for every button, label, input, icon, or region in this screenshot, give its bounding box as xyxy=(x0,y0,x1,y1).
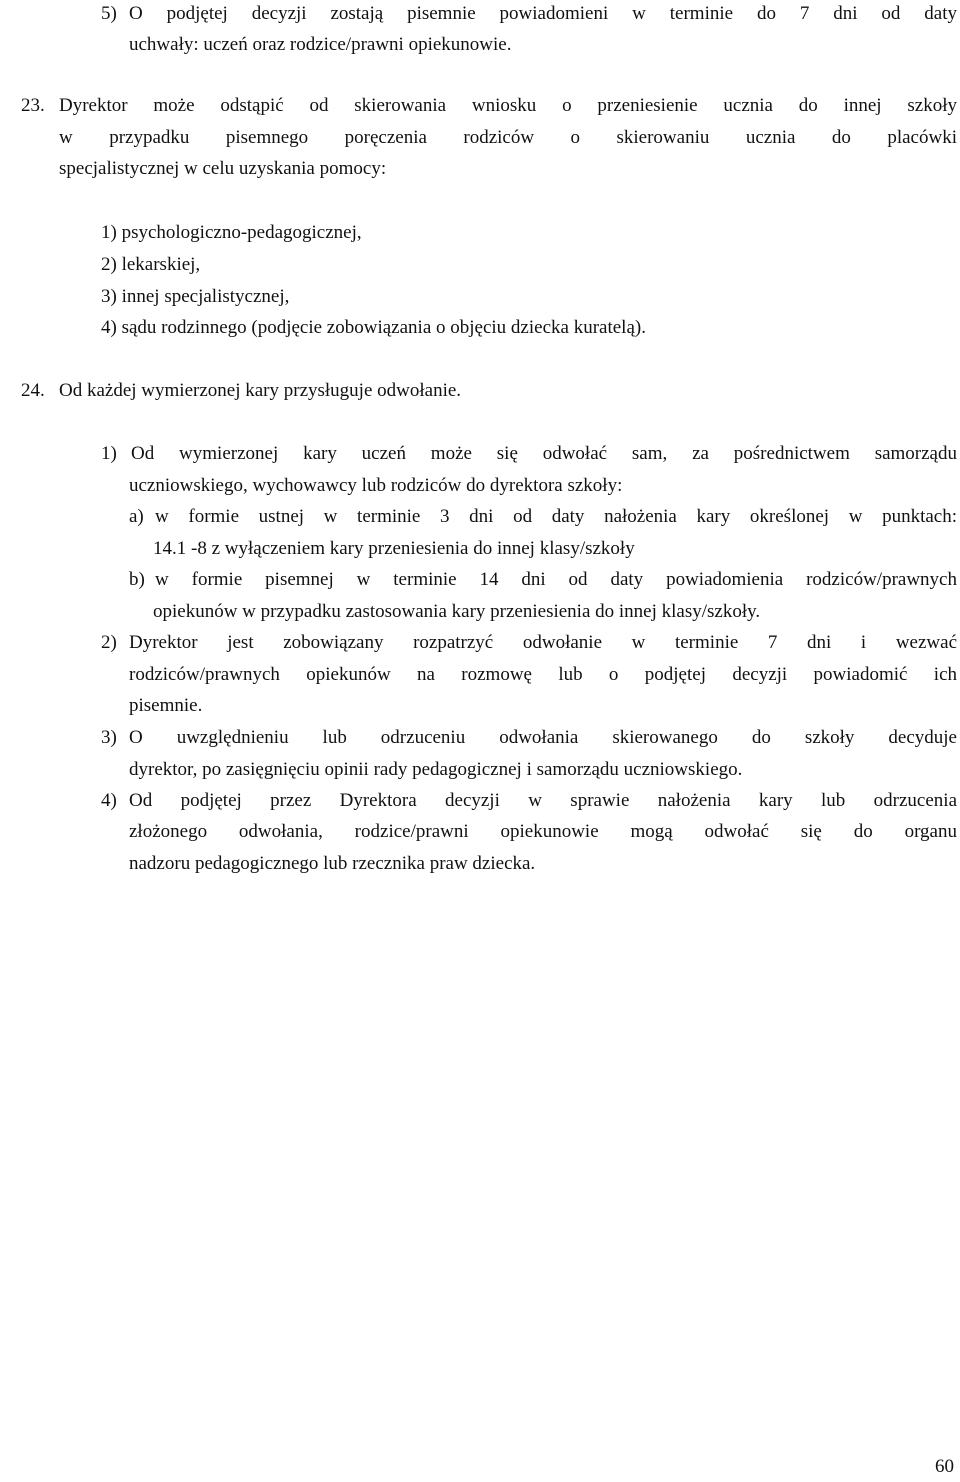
paragraph-line: Dyrektor jest zobowiązany rozpatrzyć odwołanie w terminie 7 dni i wezwać xyxy=(129,632,957,653)
section-title: Od każdej wymierzonej kary przysługuje odwołanie. xyxy=(59,380,462,401)
paragraph-line: złożonego odwołania, rodzice/prawni opiekunowie mogą odwołać się do organu xyxy=(129,821,957,842)
list-number: 3) xyxy=(101,727,117,748)
paragraph-line: O podjętej decyzji zostają pisemnie powiadomieni w terminie do 7 dni od daty xyxy=(129,3,957,24)
paragraph-line: w przypadku pisemnego poręczenia rodziców o skierowaniu ucznia do placówki xyxy=(59,127,957,148)
paragraph-line: opiekunów w przypadku zastosowania kary przeniesienia do innej klasy/szkoły. xyxy=(153,601,761,622)
paragraph-line: Od podjętej przez Dyrektora decyzji w sprawie nałożenia kary lub odrzucenia xyxy=(129,790,957,811)
section-number: 23. xyxy=(21,95,45,116)
list-item: 3) innej specjalistycznej, xyxy=(101,286,290,307)
paragraph-line: w formie ustnej w terminie 3 dni od daty nałożenia kary określonej w punktach: xyxy=(155,506,957,527)
paragraph-line: specjalistycznej w celu uzyskania pomocy: xyxy=(59,158,387,179)
page-number: 60 xyxy=(935,1456,954,1477)
paragraph-line: O uwzględnieniu lub odrzuceniu odwołania skierowanego do szkoły decyduje xyxy=(129,727,957,748)
list-number: 2) xyxy=(101,632,117,653)
paragraph-line: rodziców/prawnych opiekunów na rozmowę lub o podjętej decyzji powiadomić ich xyxy=(129,664,957,685)
paragraph-line: pisemnie. xyxy=(129,695,203,716)
list-number: 4) xyxy=(101,790,117,811)
list-item: 1) psychologiczno-pedagogicznej, xyxy=(101,222,362,243)
paragraph-line: uchwały: uczeń oraz rodzice/prawni opiekunowie. xyxy=(129,34,512,55)
list-number: 1) xyxy=(101,443,117,464)
paragraph-line: 14.1 -8 z wyłączeniem kary przeniesienia do innej klasy/szkoły xyxy=(153,538,635,559)
paragraph-line: Od wymierzonej kary uczeń może się odwołać sam, za pośrednictwem samorządu xyxy=(131,443,957,464)
list-item: 4) sądu rodzinnego (podjęcie zobowiązania o objęciu dziecka kuratelą). xyxy=(101,317,646,338)
paragraph-line: Dyrektor może odstąpić od skierowania wniosku o przeniesienie ucznia do innej szkoły xyxy=(59,95,957,116)
sublist-letter: b) xyxy=(129,569,145,590)
section-number: 24. xyxy=(21,380,45,401)
sublist-letter: a) xyxy=(129,506,144,527)
paragraph-line: nadzoru pedagogicznego lub rzecznika praw dziecka. xyxy=(129,853,536,874)
paragraph-line: dyrektor, po zasięgnięciu opinii rady pedagogicznej i samorządu uczniowskiego. xyxy=(129,759,743,780)
paragraph-line: uczniowskiego, wychowawcy lub rodziców do dyrektora szkoły: xyxy=(129,475,623,496)
list-number: 5) xyxy=(101,3,117,24)
list-item: 2) lekarskiej, xyxy=(101,254,201,275)
paragraph-line: w formie pisemnej w terminie 14 dni od daty powiadomienia rodziców/prawnych xyxy=(155,569,957,590)
